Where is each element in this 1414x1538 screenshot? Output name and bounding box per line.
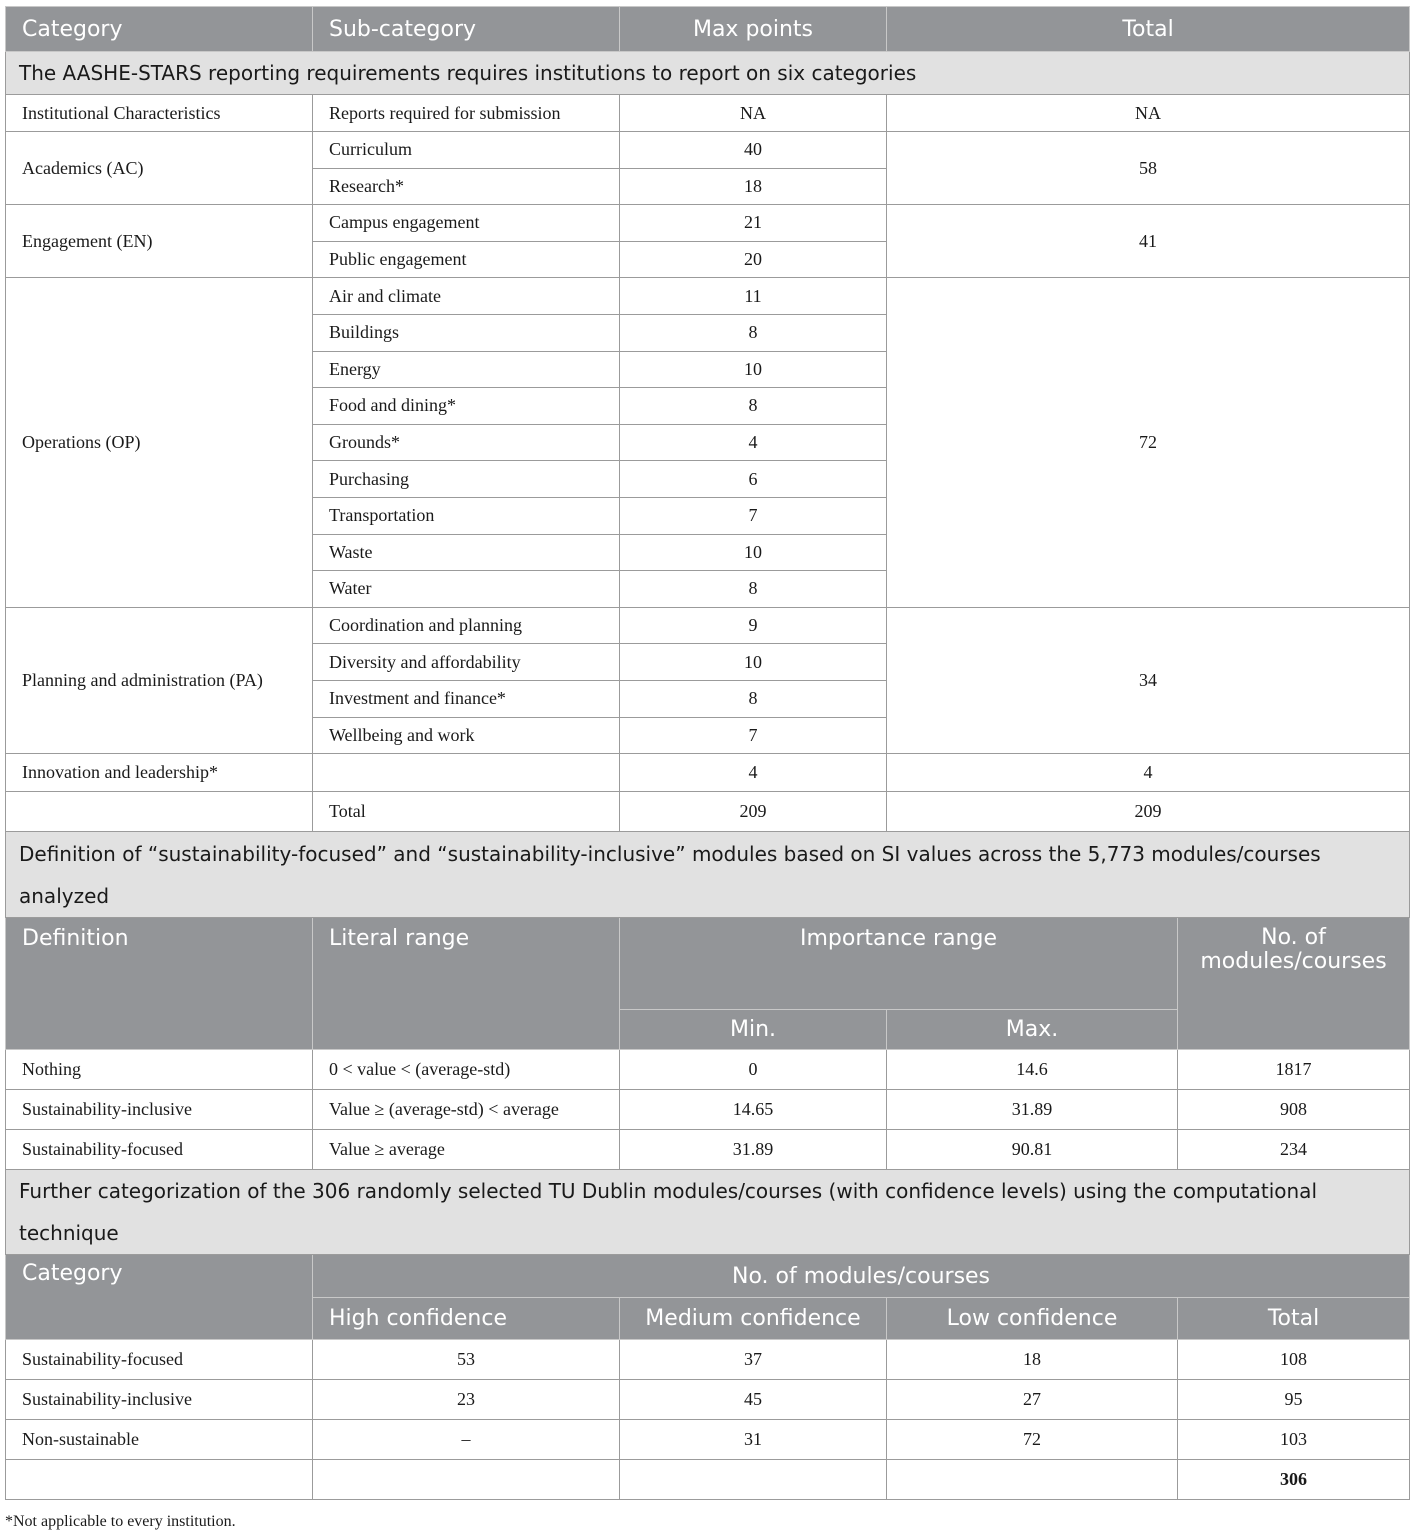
- total-row: [6, 792, 1410, 832]
- max-points-cell: 18: [620, 168, 887, 205]
- max-points-total: 209: [620, 792, 887, 832]
- total-cell: 103: [1178, 1420, 1410, 1460]
- max-points-cell: 6: [620, 461, 887, 498]
- count-cell: 234: [1178, 1130, 1410, 1170]
- grand-total-cell: 209: [887, 792, 1410, 832]
- empty-cell: [6, 1460, 313, 1500]
- max-cell: 31.89: [887, 1090, 1178, 1130]
- high-confidence-cell: 23: [313, 1380, 620, 1420]
- category-cell: Engagement (EN): [6, 205, 313, 278]
- subcategory-cell: Food and dining*: [313, 388, 620, 425]
- total-cell: 108: [1178, 1340, 1410, 1380]
- high-confidence-cell: 53: [313, 1340, 620, 1380]
- table1-section-row: [6, 52, 1410, 95]
- subcategory-cell: Curriculum: [313, 132, 620, 169]
- table-row: [6, 278, 1410, 315]
- count-cell: 908: [1178, 1090, 1410, 1130]
- max-cell: 90.81: [887, 1130, 1178, 1170]
- column-header: Min.: [620, 1010, 887, 1050]
- subcategory-cell: Diversity and affordability: [313, 644, 620, 681]
- column-header: Definition: [6, 918, 313, 1050]
- column-header: Sub-category: [313, 7, 620, 52]
- column-header: Medium confidence: [620, 1298, 887, 1340]
- max-points-cell: 7: [620, 497, 887, 534]
- column-header: Literal range: [313, 918, 620, 1050]
- total-cell: NA: [887, 95, 1410, 132]
- subcategory-cell: Public engagement: [313, 241, 620, 278]
- total-label: Total: [313, 792, 620, 832]
- section-title: Definition of “sustainability-focused” and “sustainability-inclusive” modules based on SI values across the 5,773 modules/courses analyzed: [6, 832, 1410, 918]
- aashe-stars-table: [5, 6, 1409, 1500]
- max-points-cell: 8: [620, 680, 887, 717]
- total-cell: 72: [887, 278, 1410, 607]
- subcategory-cell: Energy: [313, 351, 620, 388]
- literal-range-cell: Value ≥ (average-std) < average: [313, 1090, 620, 1130]
- table3-section-row: [6, 1170, 1410, 1255]
- table-row: [6, 132, 1410, 169]
- max-points-cell: 9: [620, 607, 887, 644]
- category-cell: Academics (AC): [6, 132, 313, 205]
- footnote: *Not applicable to every institution.: [5, 1513, 236, 1530]
- definition-cell: Sustainability-focused: [6, 1130, 313, 1170]
- column-header: No. of modules/courses: [313, 1255, 1410, 1298]
- medium-confidence-cell: 31: [620, 1420, 887, 1460]
- subcategory-cell: Purchasing: [313, 461, 620, 498]
- subcategory-cell: Air and climate: [313, 278, 620, 315]
- category-cell: Sustainability-focused: [6, 1340, 313, 1380]
- subcategory-cell: Wellbeing and work: [313, 717, 620, 754]
- column-header: No. of modules/courses: [1178, 918, 1410, 1050]
- column-header: Max.: [887, 1010, 1178, 1050]
- table-row: [6, 754, 1410, 792]
- max-points-cell: 20: [620, 241, 887, 278]
- min-cell: 31.89: [620, 1130, 887, 1170]
- empty-cell: [6, 792, 313, 832]
- column-header: Category: [6, 1255, 313, 1340]
- table2-header-row: [6, 918, 1410, 1010]
- subcategory-cell: Coordination and planning: [313, 607, 620, 644]
- max-points-cell: 8: [620, 388, 887, 425]
- empty-cell: [313, 1460, 620, 1500]
- definition-cell: Nothing: [6, 1050, 313, 1090]
- max-points-cell: 8: [620, 571, 887, 608]
- subcategory-cell: Research*: [313, 168, 620, 205]
- column-header: High confidence: [313, 1298, 620, 1340]
- max-points-cell: 4: [620, 754, 887, 792]
- grand-total-cell: 306: [1178, 1460, 1410, 1500]
- empty-cell: [887, 1460, 1178, 1500]
- subcategory-cell: Waste: [313, 534, 620, 571]
- category-cell: Sustainability-inclusive: [6, 1380, 313, 1420]
- subcategory-cell: Water: [313, 571, 620, 608]
- low-confidence-cell: 18: [887, 1340, 1178, 1380]
- max-points-cell: 7: [620, 717, 887, 754]
- subcategory-cell: Reports required for submission: [313, 95, 620, 132]
- column-header: Total: [887, 7, 1410, 52]
- max-points-cell: 8: [620, 314, 887, 351]
- max-points-cell: 10: [620, 534, 887, 571]
- table-row: [6, 1420, 1410, 1460]
- count-cell: 1817: [1178, 1050, 1410, 1090]
- section-title: Further categorization of the 306 randomly selected TU Dublin modules/courses (with confidence levels) using the computational technique: [6, 1170, 1410, 1255]
- category-cell: Innovation and leadership*: [6, 754, 313, 792]
- category-cell: Institutional Characteristics: [6, 95, 313, 132]
- subcategory-cell: Transportation: [313, 497, 620, 534]
- table-row: [6, 1090, 1410, 1130]
- table-row: [6, 607, 1410, 644]
- empty-cell: [620, 1460, 887, 1500]
- column-header: Category: [6, 7, 313, 52]
- category-cell: Planning and administration (PA): [6, 607, 313, 753]
- table1-header-row: [6, 7, 1410, 52]
- table3-header-row: [6, 1255, 1410, 1298]
- total-cell: 41: [887, 205, 1410, 278]
- subcategory-cell: Buildings: [313, 314, 620, 351]
- table-row: [6, 205, 1410, 242]
- table-row: [6, 1380, 1410, 1420]
- low-confidence-cell: 72: [887, 1420, 1178, 1460]
- total-cell: 34: [887, 607, 1410, 753]
- max-points-cell: 4: [620, 424, 887, 461]
- column-header: Total: [1178, 1298, 1410, 1340]
- min-cell: 14.65: [620, 1090, 887, 1130]
- table-row: [6, 1050, 1410, 1090]
- subcategory-cell: Investment and finance*: [313, 680, 620, 717]
- total-cell: 95: [1178, 1380, 1410, 1420]
- literal-range-cell: Value ≥ average: [313, 1130, 620, 1170]
- definition-cell: Sustainability-inclusive: [6, 1090, 313, 1130]
- low-confidence-cell: 27: [887, 1380, 1178, 1420]
- total-cell: 58: [887, 132, 1410, 205]
- medium-confidence-cell: 37: [620, 1340, 887, 1380]
- main-table: [5, 6, 1410, 1500]
- max-points-cell: NA: [620, 95, 887, 132]
- table-row: [6, 1130, 1410, 1170]
- high-confidence-cell: –: [313, 1420, 620, 1460]
- subcategory-cell: Grounds*: [313, 424, 620, 461]
- max-points-cell: 11: [620, 278, 887, 315]
- column-header: Importance range: [620, 918, 1178, 1010]
- max-cell: 14.6: [887, 1050, 1178, 1090]
- literal-range-cell: 0 < value < (average-std): [313, 1050, 620, 1090]
- subcategory-cell: [313, 754, 620, 792]
- column-header: Max points: [620, 7, 887, 52]
- subcategory-cell: Campus engagement: [313, 205, 620, 242]
- table-row: [6, 1340, 1410, 1380]
- total-row: [6, 1460, 1410, 1500]
- section-title: The AASHE-STARS reporting requirements requires institutions to report on six categories: [6, 52, 1410, 95]
- max-points-cell: 40: [620, 132, 887, 169]
- column-header: Low confidence: [887, 1298, 1178, 1340]
- min-cell: 0: [620, 1050, 887, 1090]
- table-row: [6, 95, 1410, 132]
- medium-confidence-cell: 45: [620, 1380, 887, 1420]
- table2-section-row: [6, 832, 1410, 918]
- category-cell: Operations (OP): [6, 278, 313, 607]
- category-cell: Non-sustainable: [6, 1420, 313, 1460]
- max-points-cell: 21: [620, 205, 887, 242]
- max-points-cell: 10: [620, 644, 887, 681]
- total-cell: 4: [887, 754, 1410, 792]
- max-points-cell: 10: [620, 351, 887, 388]
